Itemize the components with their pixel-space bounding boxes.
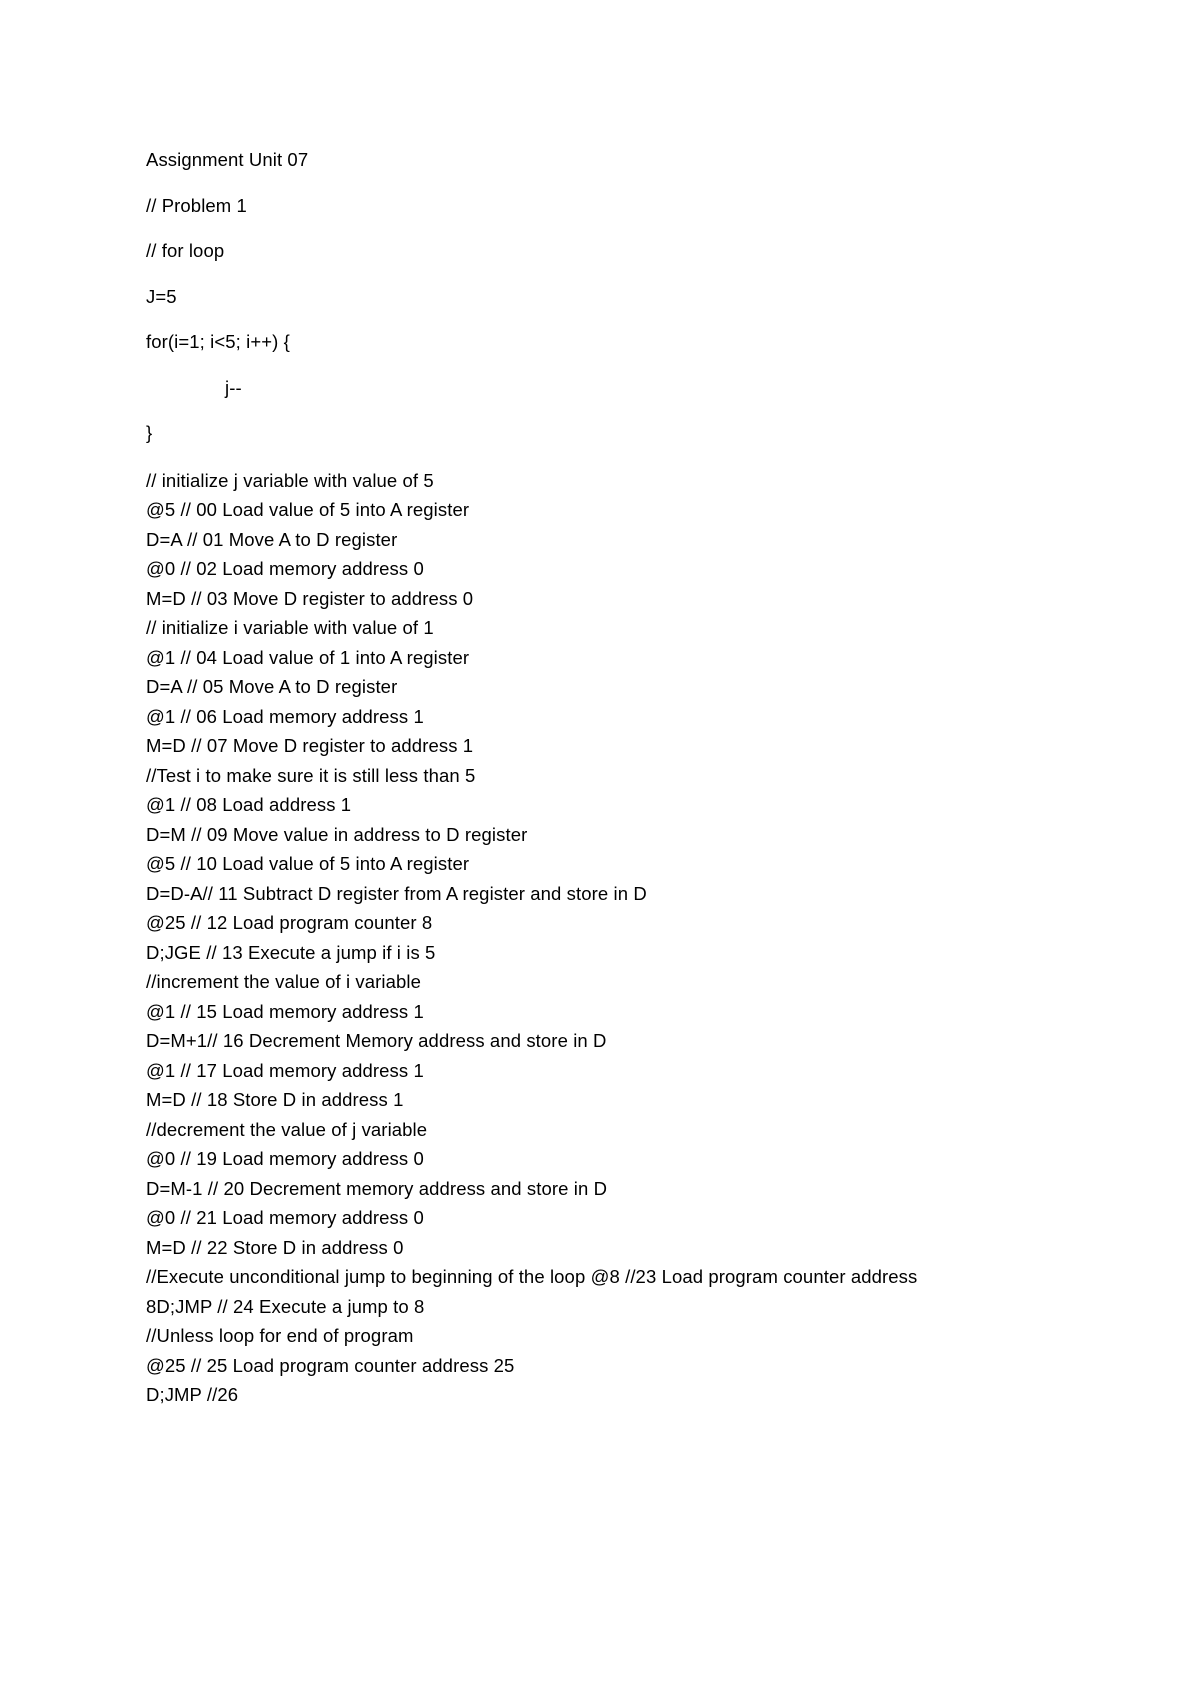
intro-line: j-- bbox=[225, 376, 242, 398]
code-line: //Execute unconditional jump to beginning of the loop @8 //23 Load program counter address bbox=[146, 1266, 918, 1287]
code-line: @0 // 02 Load memory address 0 bbox=[146, 558, 424, 579]
code-line: //Unless loop for end of program bbox=[146, 1325, 414, 1346]
intro-line: for(i=1; i<5; i++) { bbox=[146, 331, 290, 352]
code-line: D=D-A// 11 Subtract D register from A register and store in D bbox=[146, 882, 647, 904]
code-line: @1 // 17 Load memory address 1 bbox=[146, 1059, 424, 1081]
code-line: M=D // 18 Store D in address 1 bbox=[146, 1089, 404, 1110]
code-line: @0 // 19 Load memory address 0 bbox=[146, 1148, 424, 1169]
intro-line: // for loop bbox=[146, 240, 225, 261]
intro-line: // Problem 1 bbox=[146, 194, 247, 216]
code-line: D=M // 09 Move value in address to D register bbox=[146, 823, 528, 845]
document-body bbox=[146, 147, 1146, 1410]
code-line: D=A // 01 Move A to D register bbox=[146, 528, 398, 550]
code-line: // initialize i variable with value of 1 bbox=[146, 617, 434, 638]
code-line: //decrement the value of j variable bbox=[146, 1118, 428, 1140]
code-line: M=D // 07 Move D register to address 1 bbox=[146, 735, 474, 756]
code-line: @1 // 08 Load address 1 bbox=[146, 794, 352, 815]
code-line: @5 // 10 Load value of 5 into A register bbox=[146, 853, 470, 874]
code-line: @1 // 06 Load memory address 1 bbox=[146, 705, 424, 727]
code-line: //increment the value of i variable bbox=[146, 971, 421, 992]
intro-line: } bbox=[146, 422, 153, 443]
code-line: // initialize j variable with value of 5 bbox=[146, 469, 434, 491]
code-line: D=M+1// 16 Decrement Memory address and store in D bbox=[146, 1030, 607, 1051]
code-line: 8D;JMP // 24 Execute a jump to 8 bbox=[146, 1295, 425, 1317]
intro-line: J=5 bbox=[146, 285, 177, 307]
code-line: //Test i to make sure it is still less than 5 bbox=[146, 764, 476, 786]
document-title: Assignment Unit 07 bbox=[146, 149, 309, 170]
code-line: D;JMP //26 bbox=[146, 1384, 239, 1405]
code-line: @25 // 12 Load program counter 8 bbox=[146, 912, 433, 933]
code-line: @0 // 21 Load memory address 0 bbox=[146, 1207, 424, 1228]
code-line: D=A // 05 Move A to D register bbox=[146, 676, 398, 697]
assembly-code-block bbox=[146, 466, 1146, 1410]
intro-section bbox=[146, 193, 1146, 446]
code-line: @5 // 00 Load value of 5 into A register bbox=[146, 499, 470, 520]
code-line: @1 // 04 Load value of 1 into A register bbox=[146, 646, 470, 668]
code-line: M=D // 03 Move D register to address 0 bbox=[146, 587, 474, 609]
code-line: D;JGE // 13 Execute a jump if i is 5 bbox=[146, 941, 436, 963]
code-line: @1 // 15 Load memory address 1 bbox=[146, 1000, 424, 1022]
code-line: M=D // 22 Store D in address 0 bbox=[146, 1236, 404, 1258]
code-line: D=M-1 // 20 Decrement memory address and store in D bbox=[146, 1177, 608, 1199]
code-line: @25 // 25 Load program counter address 25 bbox=[146, 1354, 515, 1376]
